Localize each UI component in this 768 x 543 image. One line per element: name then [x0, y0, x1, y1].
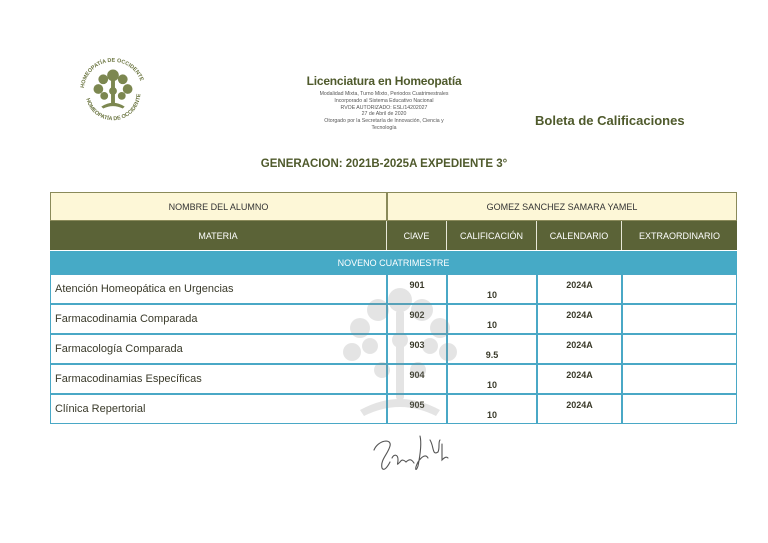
calendar-cell: 2024A — [537, 394, 622, 424]
subject-cell: Clínica Repertorial — [50, 394, 387, 424]
grade-cell: 10 — [447, 364, 537, 394]
institution-header — [286, 74, 482, 132]
generation-heading: GENERACION: 2021B-2025A EXPEDIENTE 3° — [260, 158, 508, 170]
institution-line: Otorgado por la Secretaría de Innovación, Ciencia y — [324, 118, 444, 125]
grade-cell: 9.5 — [447, 334, 537, 364]
institution-line: RVOE AUTORIZADO: ESL/14202027 — [340, 104, 428, 111]
header-calendario: CALENDARIO — [537, 221, 622, 250]
student-name-cell: GOMEZ SANCHEZ SAMARA YAMEL — [387, 192, 737, 221]
subject-cell: Atención Homeopática en Urgencias — [50, 274, 387, 304]
extraordinary-cell — [622, 334, 737, 364]
header-extraordinario: EXTRAORDINARIO — [622, 221, 737, 250]
calendar-cell: 2024A — [537, 304, 622, 334]
report-title: Boleta de Calificaciones — [535, 113, 685, 128]
key-cell: 903 — [387, 334, 447, 364]
grades-table — [50, 192, 737, 424]
calendar-cell: 2024A — [537, 334, 622, 364]
institution-line: Tecnología — [371, 124, 397, 131]
handwritten-signature-icon — [368, 430, 458, 476]
institution-line: Modalidad Mixta, Turno Mixto, Periodos Cuatrimestrales — [319, 91, 449, 97]
header-calificacion: CALIFICACIÓN — [447, 221, 537, 250]
key-cell: 901 — [387, 274, 447, 304]
institution-line: 27 de Abril de 2020 — [361, 111, 407, 118]
subject-cell: Farmacodinamia Comparada — [50, 304, 387, 334]
svg-text:HOMEOPATÍA DE OCCIDENTE: HOMEOPATÍA DE OCCIDENTE — [79, 57, 145, 89]
grade-cell: 10 — [447, 394, 537, 424]
grade-cell: 10 — [447, 304, 537, 334]
tree-of-life-logo-icon — [74, 52, 152, 130]
key-cell: 905 — [387, 394, 447, 424]
program-title: Licenciatura en Homeopatía — [306, 74, 462, 88]
key-cell: 902 — [387, 304, 447, 334]
key-cell: 904 — [387, 364, 447, 394]
extraordinary-cell — [622, 364, 737, 394]
calendar-cell: 2024A — [537, 274, 622, 304]
subject-cell: Farmacología Comparada — [50, 334, 387, 364]
grade-cell: 10 — [447, 274, 537, 304]
svg-text:HOMEOPATÍA DE OCCIDENTE: HOMEOPATÍA DE OCCIDENTE — [84, 93, 143, 123]
header-materia: MATERIA — [50, 221, 387, 250]
subject-cell: Farmacodinamias Específicas — [50, 364, 387, 394]
extraordinary-cell — [622, 274, 737, 304]
header-clave: ClAVE — [387, 221, 447, 250]
institution-line: Incorporado al Sistema Educativo Nacional — [334, 97, 434, 104]
extraordinary-cell — [622, 304, 737, 334]
section-row: NOVENO CUATRIMESTRE — [50, 251, 737, 274]
calendar-cell: 2024A — [537, 364, 622, 394]
student-label-cell: NOMBRE DEL ALUMNO — [50, 192, 387, 221]
extraordinary-cell — [622, 394, 737, 424]
